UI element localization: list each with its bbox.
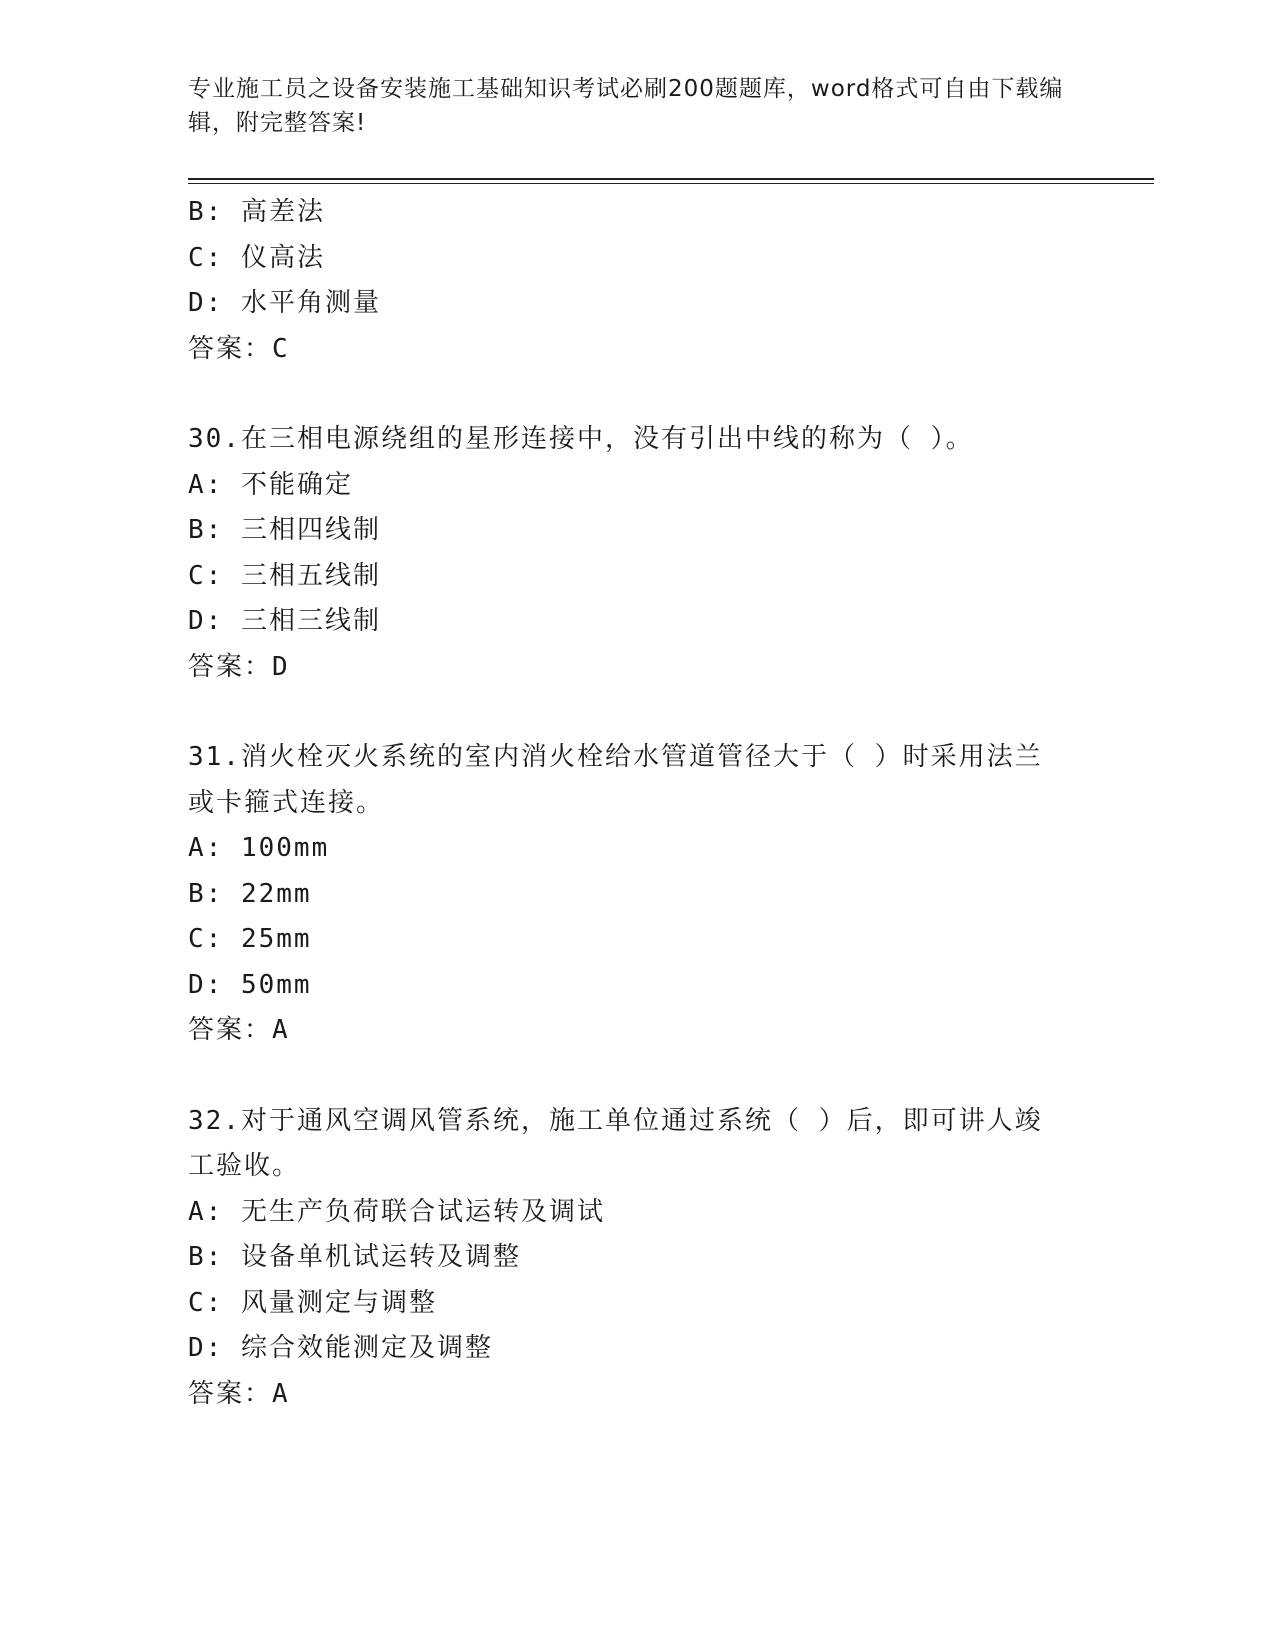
answer-value: A xyxy=(272,1015,290,1045)
option-row xyxy=(188,190,1068,236)
option-letter: C: xyxy=(188,560,224,591)
answer-label: 答案： xyxy=(188,651,273,682)
option-letter: B: xyxy=(188,515,224,545)
answer-value: D xyxy=(272,651,290,682)
page-header xyxy=(188,72,1068,140)
option-letter: D: xyxy=(188,969,224,1000)
option-row xyxy=(188,963,1068,1009)
option-text: 设备单机试运转及调整 xyxy=(240,1242,521,1272)
answer-row xyxy=(188,1008,1068,1054)
answer-row xyxy=(188,1372,1068,1418)
question-list xyxy=(188,190,1068,1417)
option-text: 三相三线制 xyxy=(240,606,381,636)
option-row xyxy=(188,872,1068,918)
option-text: 风量测定与调整 xyxy=(240,1287,437,1318)
question-text: 30.在三相电源绕组的星形连接中，没有引出中线的称为（ ）。 xyxy=(188,424,974,454)
option-letter: B: xyxy=(188,878,224,909)
option-row xyxy=(188,463,1068,509)
option-row xyxy=(188,1190,1068,1236)
option-text: 50mm xyxy=(240,969,312,1000)
option-text: 不能确定 xyxy=(240,469,353,500)
option-text: 25mm xyxy=(240,924,312,954)
answer-label: 答案： xyxy=(188,333,273,364)
option-letter: B: xyxy=(188,197,224,227)
option-text: 综合效能测定及调整 xyxy=(240,1333,493,1363)
option-letter: C: xyxy=(188,1287,224,1318)
header-rule-thin xyxy=(188,183,1154,184)
option-text: 三相五线制 xyxy=(240,560,381,591)
answer-row xyxy=(188,645,1068,691)
option-row xyxy=(188,1235,1068,1281)
option-letter: A: xyxy=(188,1196,224,1227)
option-row xyxy=(188,508,1068,554)
option-letter: D: xyxy=(188,288,224,318)
header-title: 专业施工员之设备安装施工基础知识考试必刷200题题库，word格式可自由下载编辑，附完整答案! xyxy=(188,76,1064,136)
option-text: 无生产负荷联合试运转及调试 xyxy=(240,1196,605,1227)
option-row xyxy=(188,554,1068,600)
header-rule-thick xyxy=(188,178,1154,180)
option-letter: D: xyxy=(188,1333,224,1363)
option-text: 高差法 xyxy=(240,197,325,227)
answer-value: C xyxy=(272,333,290,364)
option-letter: C: xyxy=(188,242,224,273)
option-row xyxy=(188,1281,1068,1327)
option-letter: A: xyxy=(188,833,224,863)
question-block xyxy=(188,417,1068,690)
option-text: 22mm xyxy=(240,878,312,909)
question-block xyxy=(188,735,1068,1054)
answer-row xyxy=(188,327,1068,373)
option-row xyxy=(188,236,1068,282)
option-letter: A: xyxy=(188,469,224,500)
question-block xyxy=(188,1099,1068,1418)
question-text: 31.消火栓灭火系统的室内消火栓给水管道管径大于（ ）时采用法兰或卡箍式连接。 xyxy=(188,742,1043,818)
option-text: 100mm xyxy=(240,833,330,863)
option-letter: C: xyxy=(188,924,224,954)
option-text: 仪高法 xyxy=(240,242,325,273)
partial-question xyxy=(188,190,1068,372)
option-row xyxy=(188,281,1068,327)
option-row xyxy=(188,826,1068,872)
option-row xyxy=(188,917,1068,963)
option-text: 三相四线制 xyxy=(240,515,381,545)
answer-label: 答案： xyxy=(188,1378,273,1409)
option-letter: B: xyxy=(188,1242,224,1272)
option-text: 水平角测量 xyxy=(240,288,381,318)
option-row xyxy=(188,599,1068,645)
option-letter: D: xyxy=(188,606,224,636)
answer-value: A xyxy=(272,1378,290,1409)
question-text: 32.对于通风空调风管系统，施工单位通过系统（ ）后，即可讲人竣工验收。 xyxy=(188,1105,1043,1181)
answer-label: 答案： xyxy=(188,1015,273,1045)
option-row xyxy=(188,1326,1068,1372)
